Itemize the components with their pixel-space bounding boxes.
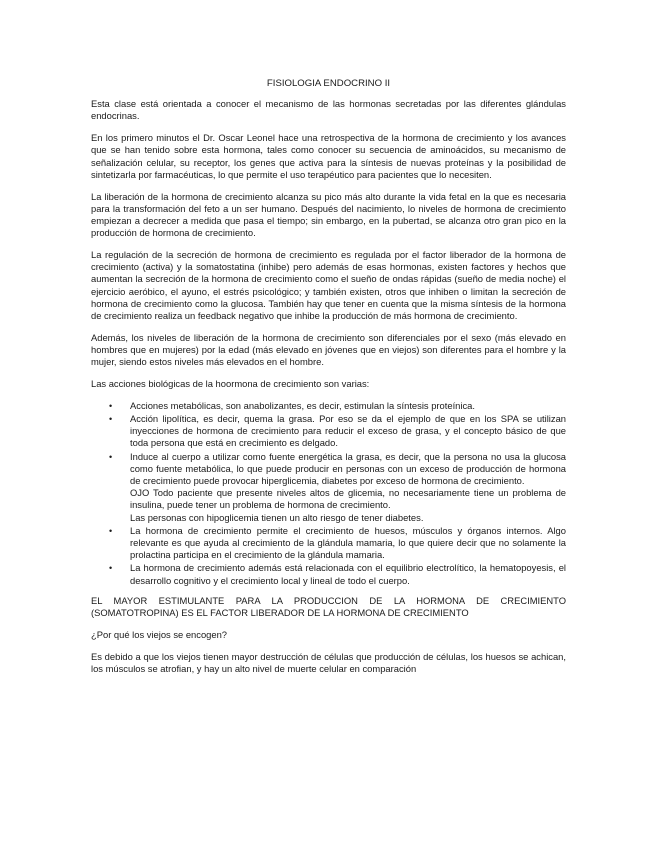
list-item-note: OJO Todo paciente que presente niveles altos de glicemia, no necesariamente tiene un problema de insulina, puede tener un problema de hormona de crecimiento. <box>130 487 566 511</box>
list-item-note: Las personas con hipoglicemia tienen un alto riesgo de tener diabetes. <box>130 511 424 523</box>
bullet-icon: • <box>109 414 113 425</box>
list-item-text: Acción lipolítica, es decir, quema la grasa. Por eso se da el ejemplo de que en los SPA se utilizan inyecciones de hormona de crecimiento para reducir el exceso de grasa, y el concepto básico de que toda persona que está en crecimiento es delgado. <box>130 413 566 449</box>
paragraph-answer: Es debido a que los viejos tienen mayor destrucción de células que producción de células, los huesos se achican, los músculos se atrofian, y hay un alto nivel de muerte celular en comparación <box>91 650 566 674</box>
list-item <box>109 413 566 450</box>
document-body <box>91 78 566 685</box>
bullet-icon: • <box>109 451 113 462</box>
paragraph-release-peaks: La liberación de la hormona de crecimiento alcanza su pico más alto durante la vida fetal en la que es necesaria para la transformación del feto a un ser humano. Después del nacimiento, lo niveles de hormona de crecimiento empiezan a decrecer a medida que pasa el tiempo; sin embargo, en la pubertad, se alcanza otro gran pico en la producción de hormona de crecimiento. <box>91 190 566 239</box>
paragraph-history: En los primero minutos el Dr. Oscar Leonel hace una retrospectiva de la hormona de crecimiento y los avances que se han tenido sobre esta hormona, tales como conocer su secuencia de aminoácidos, su mecanismo de señalización celular, su receptor, los genes que activa para la síntesis de nuevas proteínas y la posibilidad de sintetizarla por farmacéuticas, lo que permite el uso terapéutico para pacientes que lo necesiten. <box>91 132 566 180</box>
bullet-icon: • <box>109 525 113 536</box>
list-item <box>109 450 566 524</box>
caps-statement: EL MAYOR ESTIMULANTE PARA LA PRODUCCION DE LA HORMONA DE CRECIMIENTO (SOMATOTROPINA) ES EL FACTOR LIBERADOR DE LA HORMONA DE CRECIMIENTO <box>91 594 566 619</box>
actions-list <box>91 400 566 587</box>
bullet-icon: • <box>109 400 113 411</box>
list-item <box>109 524 566 562</box>
list-item-text: Acciones metabólicas, son anabolizantes, es decir, estimulan la síntesis proteínica. <box>130 399 475 411</box>
list-item-text: Induce al cuerpo a utilizar como fuente energética la grasa, es decir, que la persona no usa la glucosa como fuente metabólica, lo que puede producir en personas con un exceso de producción de hormona de crecimiento puede provocar hiperglicemia, diabetes por exceso de hormona de crecimiento. <box>130 450 566 487</box>
list-item <box>109 562 566 586</box>
list-item-text: La hormona de crecimiento además está relacionada con el equilibrio electrolítico, la hematopoyesis, el desarrollo cognitivo y el crecimiento local y lineal de todo el cuerpo. <box>130 562 566 586</box>
question-line: ¿Por qué los viejos se encogen? <box>91 628 228 640</box>
list-item <box>109 399 566 412</box>
paragraph-actions-heading: Las acciones biológicas de la hoormona de crecimiento son varias: <box>91 378 370 390</box>
paragraph-regulation: La regulación de la secreción de hormona de crecimiento es regulada por el factor liberador de la hormona de crecimiento (activa) y la somatostatina (inhibe) pero además de esas hormonas, existen factores y hechos que aumentan la secreción de la hormona de crecimiento como el sueño de ondas rápidas (sueño de media noche) el ejercicio aeróbico, el ayuno, el estrés psicológico; y también existen, otros que inhiben o limitan la secreción de hormona de crecimiento como la glucosa. También hay que tener en cuenta que la misma síntesis de la hormona de crecimiento realiza un feedback negativo que inhibe la producción de más hormona de crecimiento. <box>91 249 566 322</box>
document-title: FISIOLOGIA ENDOCRINO II <box>266 78 391 89</box>
paragraph-differences: Además, los niveles de liberación de la hormona de crecimiento son diferenciales por el sexo (más elevado en hombres que en mujeres) por la edad (más elevado en jóvenes que en viejos) son diferentes para el hombre y la mujer, siendo estos niveles más elevados en el hombre. <box>91 331 566 368</box>
bullet-icon: • <box>109 563 113 574</box>
list-item-text: La hormona de crecimiento permite el crecimiento de huesos, músculos y órganos internos. Algo relevante es que ayuda al crecimiento de la glándula mamaria, lo que quiere decir que no solamente la prolactina participa en el crecimiento de la glándula mamaria. <box>130 524 566 561</box>
paragraph-intro: Esta clase está orientada a conocer el mecanismo de las hormonas secretadas por las diferentes glándulas endocrinas. <box>91 98 566 122</box>
